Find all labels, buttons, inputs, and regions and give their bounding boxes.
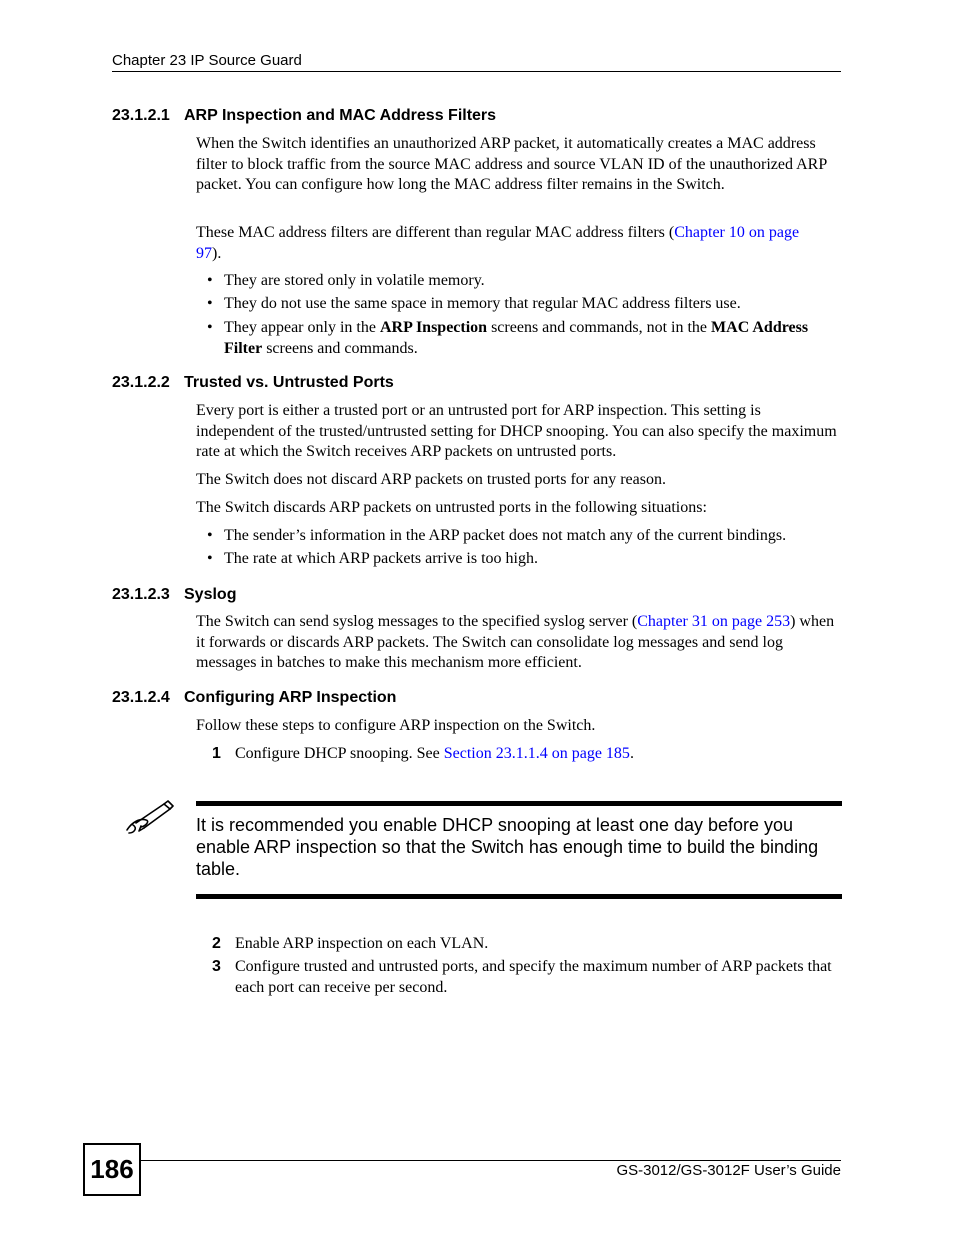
ui-term-arp-inspection: ARP Inspection <box>379 319 488 336</box>
link-chapter-10[interactable]: Chapter 10 on page <box>674 224 800 241</box>
section-heading-trusted-untrusted <box>112 374 394 392</box>
section-title: Configuring ARP Inspection <box>184 689 397 706</box>
note-bottom-rule <box>196 894 842 899</box>
header-divider <box>112 71 841 72</box>
step-text: Configure DHCP snooping. See Section 23.1.1.4 on page 185. <box>235 745 634 762</box>
section-title: Trusted vs. Untrusted Ports <box>184 374 394 391</box>
list-item <box>207 318 841 359</box>
paragraph-text: ). <box>212 244 222 262</box>
step-number: 2 <box>212 935 221 952</box>
section-title: Syslog <box>184 586 237 603</box>
section-number: 23.1.2.3 <box>112 586 170 603</box>
step-number: 3 <box>212 958 221 975</box>
step-item <box>212 744 841 765</box>
list-item-text: The rate at which ARP packets arrive is too high. <box>224 550 538 567</box>
section-number: 23.1.2.2 <box>112 374 170 391</box>
paragraph: Every port is either a trusted port or an untrusted port for ARP inspection. This setting is independent of the trusted/untrusted setting for DHCP snooping. You can also specify the maximum rate at which the Switch receives ARP packets on untrusted ports. <box>196 402 837 460</box>
section-number: 23.1.2.4 <box>112 689 170 706</box>
paragraph: When the Switch identifies an unauthorized ARP packet, it automatically creates a MAC address filter to block traffic from the source MAC address and source VLAN ID of the unauthorized ARP packet. You can configure how long the MAC address filter remains in the Switch. <box>196 135 827 193</box>
link-section-23-1-1-4[interactable]: Section 23.1.1.4 on page 185 <box>443 745 630 762</box>
ui-term-mac-address-filter: MAC Address Filter <box>224 319 809 357</box>
note-text: It is recommended you enable DHCP snooping at least one day before you enable ARP inspection so that the Switch has enough time to build the binding table. <box>196 815 819 879</box>
list-item-text: They appear only in the ARP Inspection screens and commands, not in the MAC Address Filter screens and commands. <box>224 319 809 357</box>
step-item <box>212 957 841 998</box>
list-item <box>207 549 841 570</box>
section-heading-arp-inspection-mac-filters <box>112 107 496 125</box>
list-item-text: The sender’s information in the ARP packet does not match any of the current bindings. <box>224 527 787 544</box>
paragraph-text: These MAC address filters are different than regular MAC address filters ( <box>196 224 675 241</box>
list-item <box>207 526 841 547</box>
link-page-97[interactable]: 97 <box>196 244 212 262</box>
section-title: ARP Inspection and MAC Address Filters <box>184 107 497 124</box>
bullet-icon: • <box>207 272 213 289</box>
list-item <box>207 294 841 315</box>
list-item <box>207 271 841 292</box>
paragraph: The Switch can send syslog messages to the specified syslog server (Chapter 31 on page 253) when it forwards or discards ARP packets. The Switch can consolidate log messages and send log messages in batches to make this mechanism more efficient. <box>196 613 835 671</box>
paragraph: The Switch does not discard ARP packets on trusted ports for any reason. <box>196 471 666 488</box>
paragraph <box>196 223 841 264</box>
running-header: Chapter 23 IP Source Guard <box>112 52 302 69</box>
bullet-icon: • <box>207 295 213 312</box>
step-item <box>212 934 841 955</box>
step-number: 1 <box>212 745 221 762</box>
link-chapter-31[interactable]: Chapter 31 on page 253 <box>637 613 791 630</box>
bullet-icon: • <box>207 527 213 544</box>
section-number: 23.1.2.1 <box>112 107 170 124</box>
step-text: Enable ARP inspection on each VLAN. <box>235 935 489 952</box>
section-heading-configuring-arp <box>112 689 396 707</box>
section-heading-syslog <box>112 586 236 604</box>
list-item-text: They are stored only in volatile memory. <box>224 272 485 289</box>
note-hand-pen-icon <box>124 800 174 836</box>
paragraph: The Switch discards ARP packets on untrusted ports in the following situations: <box>196 499 707 516</box>
note-top-rule <box>196 801 842 806</box>
bullet-icon: • <box>207 550 213 567</box>
paragraph: Follow these steps to configure ARP inspection on the Switch. <box>196 717 596 734</box>
bullet-icon: • <box>207 319 213 336</box>
step-text: Configure trusted and untrusted ports, and specify the maximum number of ARP packets that each port can receive per second. <box>235 958 832 996</box>
list-item-text: They do not use the same space in memory that regular MAC address filters use. <box>224 295 741 312</box>
footer-guide-title: GS-3012/GS-3012F User’s Guide <box>616 1162 841 1179</box>
footer-divider <box>141 1160 841 1161</box>
page-number: 186 <box>83 1143 141 1196</box>
